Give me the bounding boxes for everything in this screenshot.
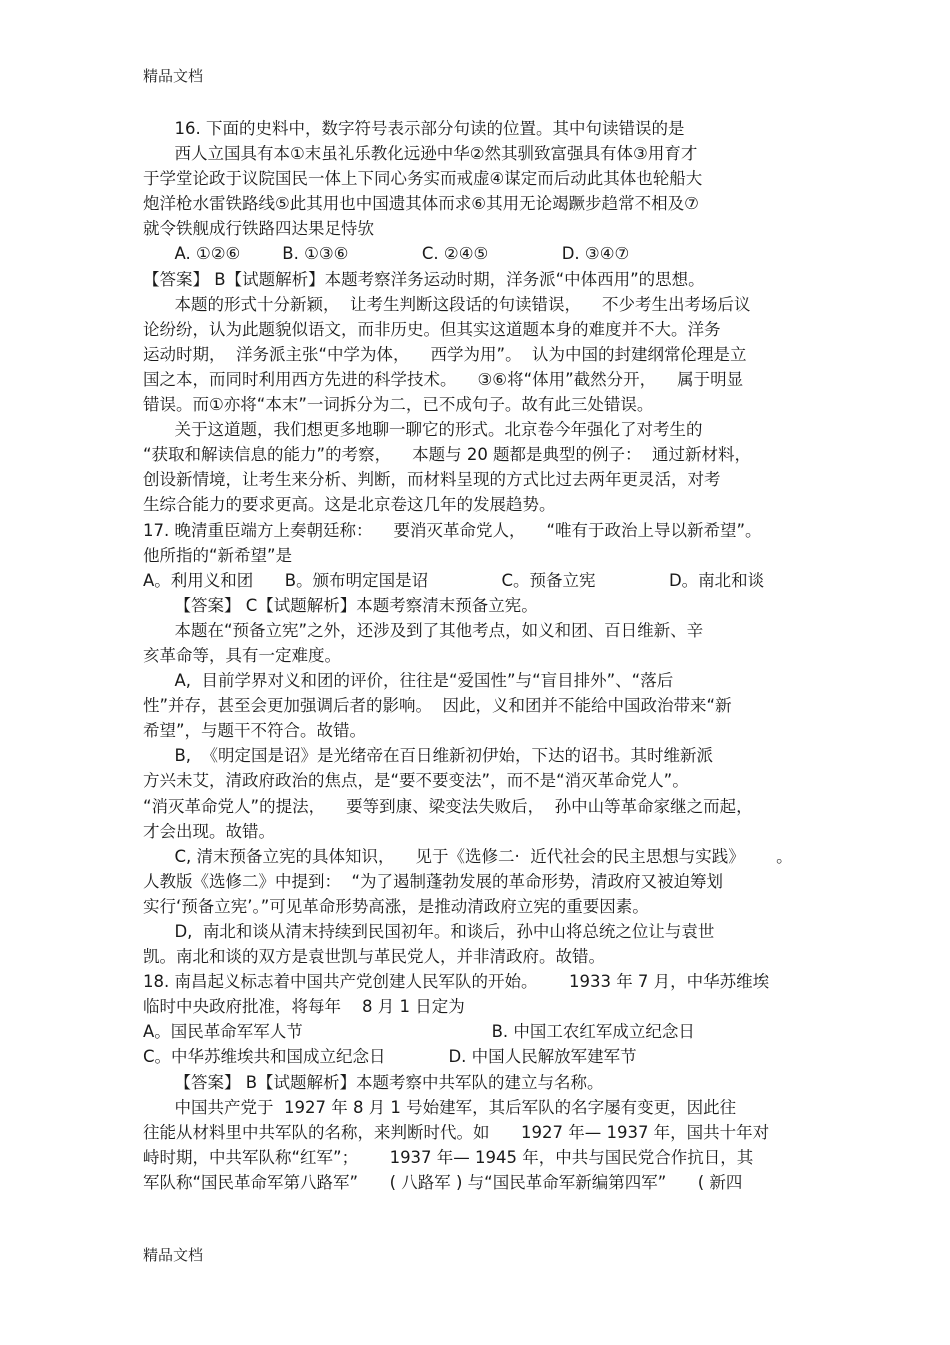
text-line: 本题在“预备立宪”之外，还涉及到了其他考点，如义和团、百日维新、辛	[143, 620, 704, 640]
document-body	[143, 116, 813, 1195]
text-line: 往能从材料里中共军队的名称，来判断时代。如 1927 年— 1937 年，国共十年对	[143, 1122, 770, 1142]
text-line: 17. 晚清重臣端方上奏朝廷称： 要消灭革命党人， “唯有于政治上导以新希望”。	[143, 520, 762, 540]
text-line: 国之本，而同时利用西方先进的科学技术。 ③⑥将“体用”截然分开， 属于明显	[143, 369, 744, 389]
text-line: C, 清末预备立宪的具体知识， 见于《选修二· 近代社会的民主思想与实践》 。	[143, 846, 793, 866]
text-line: 西人立国具有本①末虽礼乐教化远逊中华②然其驯致富强具有体③用育才	[143, 144, 698, 164]
text-line: 论纷纷，认为此题貌似语文，而非历史。但其实这道题本身的难度并不大。洋务	[143, 319, 721, 339]
text-line: “消灭革命党人”的提法， 要等到康、梁变法失败后， 孙中山等革命家继之而起，	[143, 796, 753, 816]
text-line: 错误。而①亦将“本末”一词拆分为二，已不成句子。故有此三处错误。	[143, 395, 654, 415]
text-line: 实行‘预备立宪’。”可见革命形势高涨，是推动清政府立宪的重要因素。	[143, 896, 649, 916]
text-line: 【答案】 C【试题解析】本题考察清末预备立宪。	[143, 595, 538, 615]
text-line: 关于这道题，我们想更多地聊一聊它的形式。北京卷今年强化了对考生的	[143, 420, 703, 440]
text-line: 运动时期， 洋务派主张“中学为体， 西学为用”。 认为中国的封建纲常伦理是立	[143, 344, 747, 364]
text-line: 性”并存，甚至会更加强调后者的影响。 因此，义和团并不能给中国政治带来“新	[143, 696, 732, 716]
page-header: 精品文档	[143, 67, 204, 85]
text-line: 亥革命等，具有一定难度。	[143, 645, 341, 665]
text-line: 18. 南昌起义标志着中国共产党创建人民军队的开始。 1933 年 7 月，中华苏维埃	[143, 972, 770, 992]
text-line: 军队称“国民革命军第八路军” ( 八路军 ) 与“国民革命军新编第四军” ( 新四	[143, 1172, 743, 1192]
text-line: 中国共产党于 1927 年 8 月 1 号始建军，其后军队的名字屡有变更，因此往	[143, 1097, 737, 1117]
text-line: B, 《明定国是诏》是光绪帝在百日维新初伊始，下达的诏书。其时维新派	[143, 746, 714, 766]
text-line: C。中华苏维埃共和国成立纪念日 D. 中国人民解放军建军节	[143, 1047, 637, 1067]
text-line: A。利用义和团 B。颁布明定国是诏 C。预备立宪 D。南北和谈	[143, 570, 765, 590]
text-line: 【答案】 B【试题解析】本题考察中共军队的建立与名称。	[143, 1072, 604, 1092]
text-line: 峙时期，中共军队称“红军”； 1937 年— 1945 年，中共与国民党合作抗日，其	[143, 1147, 754, 1167]
text-line: 本题的形式十分新颖， 让考生判断这段话的句读错误， 不少考生出考场后议	[143, 294, 751, 314]
text-line: D, 南北和谈从清末持续到民国初年。和谈后，孙中山将总统之位让与袁世	[143, 922, 715, 941]
text-line: A. ①②⑥ B. ①③⑥ C. ②④⑤ D. ③④⑦	[143, 244, 630, 264]
text-line: 于学堂论政于议院国民一体上下同心务实而戒虚④谋定而后动此其体也轮船大	[143, 169, 703, 189]
text-line: 【答案】 B【试题解析】本题考察洋务运动时期，洋务派“中体西用”的思想。	[143, 269, 705, 289]
text-line: 希望”，与题干不符合。故错。	[143, 721, 367, 741]
text-line: 16. 下面的史料中，数字符号表示部分句读的位置。其中句读错误的是	[143, 119, 685, 138]
text-line: 方兴未艾，清政府政治的焦点，是“要不要变法”，而不是“消灭革命党人”。	[143, 771, 689, 791]
text-line: 凯。南北和谈的双方是袁世凯与革民党人，并非清政府。故错。	[143, 947, 605, 967]
text-line: 临时中央政府批准，将每年 8 月 1 日定为	[143, 997, 465, 1017]
text-line: A。国民革命军军人节 B. 中国工农红军成立纪念日	[143, 1022, 695, 1042]
text-line: 生综合能力的要求更高。这是北京卷这几年的发展趋势。	[143, 495, 556, 515]
text-line: 他所指的“新希望”是	[143, 545, 293, 565]
text-line: 炮洋枪水雷铁路线⑤此其用也中国遗其体而求⑥其用无论竭蹶步趋常不相及⑦	[143, 194, 699, 214]
text-line: 人教版《选修二》中提到： “为了遏制蓬勃发展的革命形势，清政府又被迫筹划	[143, 871, 724, 891]
text-line: 就令铁舰成行铁路四达果足恃欤	[143, 219, 374, 239]
text-line: “获取和解读信息的能力”的考察， 本题与 20 题都是典型的例子： 通过新材料，	[143, 445, 752, 465]
page-footer: 精品文档	[143, 1246, 204, 1264]
text-line: 才会出现。故错。	[143, 821, 275, 841]
text-line: A, 目前学界对义和团的评价，往往是“爱国性”与“盲目排外”、“落后	[143, 671, 674, 691]
text-line: 创设新情境，让考生来分析、判断，而材料呈现的方式比过去两年更灵活，对考	[143, 470, 721, 490]
